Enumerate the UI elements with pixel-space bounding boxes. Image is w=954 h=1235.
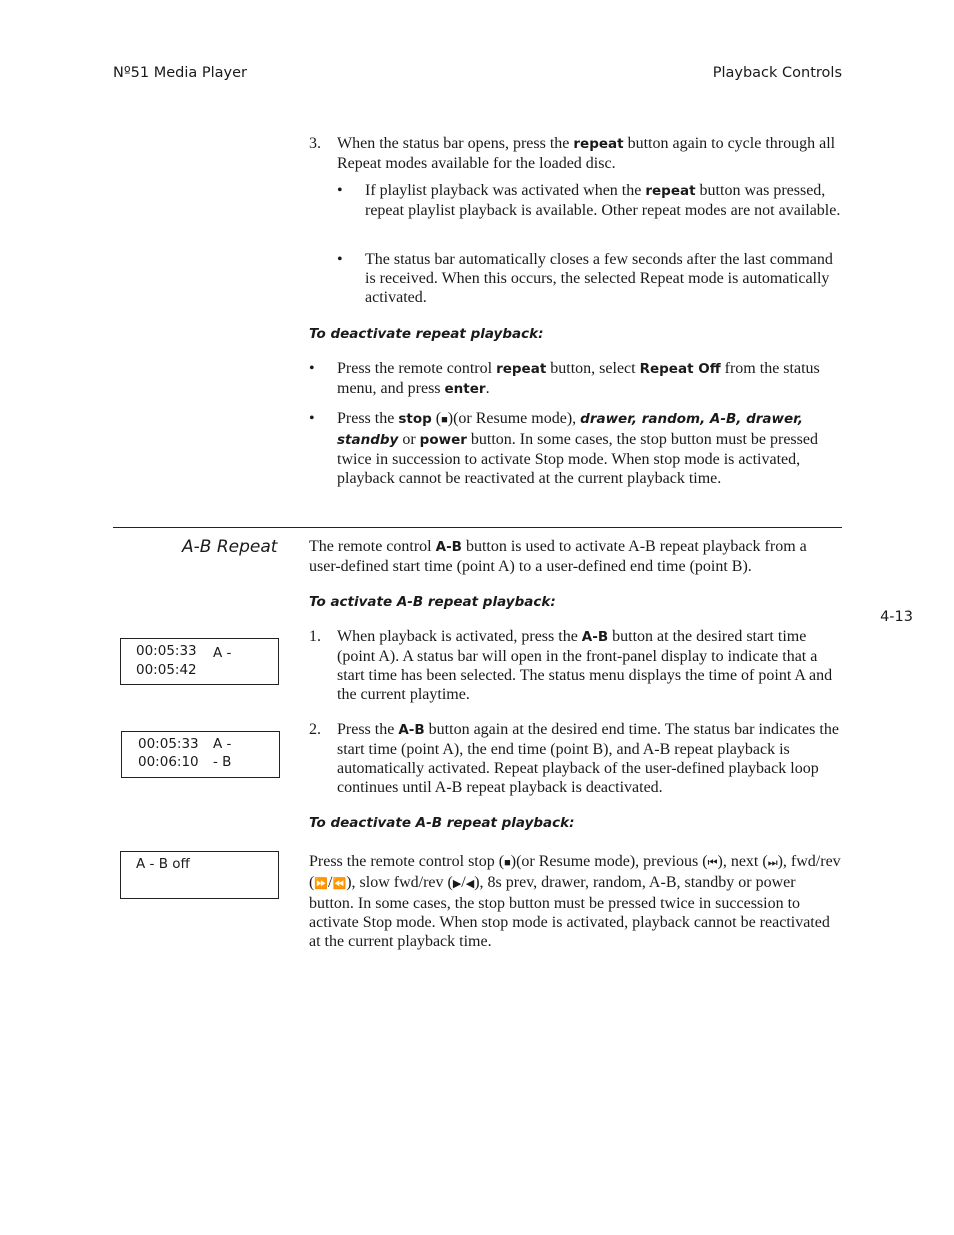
running-header-title: Nº51 Media Player — [113, 65, 248, 81]
step-3 — [309, 134, 842, 173]
slow-forward-icon: ▶ — [452, 878, 462, 890]
bullet-glyph: • — [337, 182, 343, 199]
bullet-glyph: • — [337, 251, 343, 268]
page-number: 4-13 — [880, 609, 913, 625]
front-panel-display-ab: 00:05:33 A - 00:06:10 - B — [121, 731, 280, 778]
deactivate-repeat-heading: To deactivate repeat playback: — [309, 326, 544, 342]
front-panel-display-a: 00:05:33 A - 00:05:42 — [120, 638, 279, 685]
previous-icon: ⏮ — [707, 857, 718, 869]
bullet-auto-close: • The status bar automatically closes a few seconds after the last command is received. When this occurs, the selected Repeat mode is automatically activated. — [337, 251, 833, 306]
rewind-icon: ⏪ — [332, 878, 347, 890]
stop-icon: ■ — [441, 414, 448, 426]
bullet-repeat-off: • Press the remote control repeat button, select Repeat Off from the status menu, and press enter. — [309, 360, 820, 397]
step-number: 3. — [309, 135, 321, 152]
ab-step-1: 1. When playback is activated, press the A-B button at the desired start time (point A). A status bar will open in the front-panel display to indicate that a start time has been selected. The status menu displays the time of point A and the current playtime. — [309, 628, 833, 703]
activate-ab-heading: To activate A-B repeat playback: — [309, 594, 556, 610]
slow-reverse-icon: ◀ — [465, 878, 475, 890]
bullet-playlist: • If playlist playback was activated when the repeat button was pressed, repeat playlist playback is available. Other repeat modes are not available. — [337, 182, 841, 219]
fast-forward-icon: ⏩ — [314, 878, 329, 890]
bullet-stop: • Press the stop (■)(or Resume mode), drawer, random, A-B, drawer, standby or power button. In some cases, the stop button must be pressed twice in succession to activate Stop mode. When stop mode is activated, playback cannot be reactivated at the current playback time. — [309, 410, 818, 487]
section-title: A-B Repeat — [182, 537, 278, 557]
deactivate-ab-heading: To deactivate A-B repeat playback: — [309, 815, 575, 831]
ab-intro: The remote control A-B button is used to activate A-B repeat playback from a user-defined start time (point A) to a user-defined end time (point B). — [309, 538, 807, 575]
section-divider — [113, 527, 842, 528]
front-panel-display-off: A - B off — [120, 851, 279, 899]
ab-deactivate-text: Press the remote control stop (■)(or Resume mode), previous (⏮), next (⏭), fwd/rev (⏩/⏪), slow fwd/rev (▶/◀), 8s prev, drawer, random, A-B, standby or power button. In some cases, the stop button must be pressed twice in succession to activate Stop mode. When stop mode is activated, playback cannot be reactivated at the current playback time. — [309, 853, 841, 950]
next-icon: ⏭ — [767, 857, 778, 869]
step-text: When the status bar opens, press the repeat button again to cycle through all Repeat modes available for the loaded disc. — [337, 135, 836, 172]
stop-icon: ■ — [504, 857, 511, 869]
ab-step-2: 2. Press the A-B button again at the desired end time. The status bar indicates the start time (point A), the end time (point B), and A-B repeat playback is automatically activated. Repeat playback of the user-defined playback loop continues until A-B repeat playback is deactivated. — [309, 721, 839, 796]
running-header-section: Playback Controls — [712, 65, 842, 81]
